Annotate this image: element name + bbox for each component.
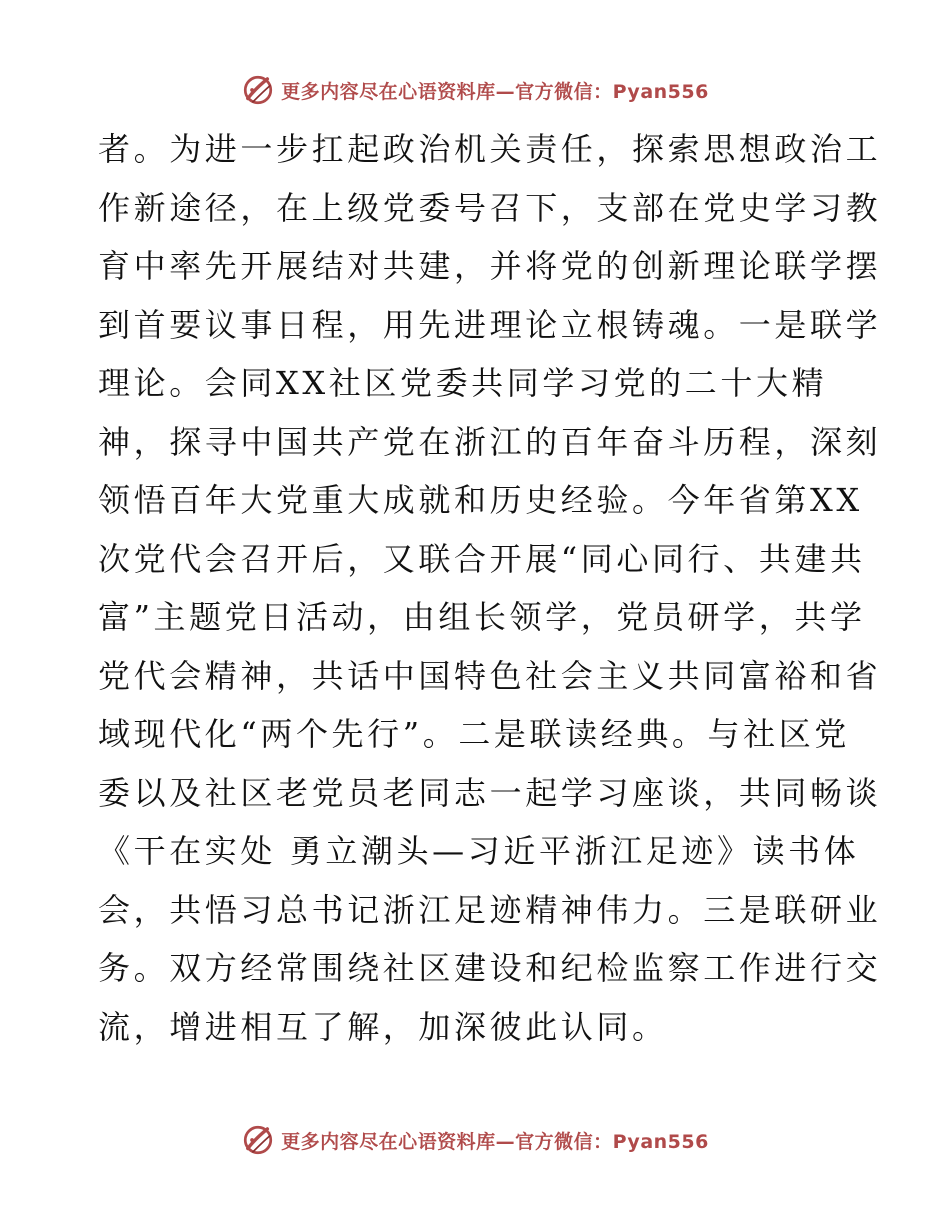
ink-brush-logo-icon bbox=[241, 1123, 275, 1157]
body-text-line: 务。双方经常围绕社区建设和纪检监察工作进行交 bbox=[98, 949, 882, 987]
body-text-line: 育中率先开展结对共建，并将党的创新理论联学摆 bbox=[98, 247, 882, 285]
body-text-line: 会，共悟习总书记浙江足迹精神伟力。三是联研业 bbox=[98, 890, 882, 929]
body-text-line: 流，增进相互了解，加深彼此认同。 bbox=[98, 1007, 668, 1046]
body-text-line: 《干在实处 勇立潮头—习近平浙江足迹》读书体 bbox=[98, 832, 860, 870]
body-text-line: 党代会精神，共话中国特色社会主义共同富裕和省 bbox=[98, 656, 882, 695]
body-text-line: 委以及社区老党员老同志一起学习座谈，共同畅谈 bbox=[98, 773, 882, 812]
body-text-line: 者。为进一步扛起政治机关责任，探索思想政治工 bbox=[98, 130, 882, 168]
document-body bbox=[98, 120, 882, 1056]
header-watermark bbox=[0, 72, 950, 108]
footer-watermark bbox=[0, 1122, 950, 1158]
body-text-line: 领悟百年大党重大成就和历史经验。今年省第XX bbox=[98, 481, 863, 519]
body-text-line: 到首要议事日程，用先进理论立根铸魂。一是联学 bbox=[98, 305, 882, 344]
body-text-line: 理论。会同XX社区党委共同学习党的二十大精 bbox=[98, 364, 828, 402]
ink-brush-logo-icon bbox=[241, 73, 275, 107]
watermark-text: 更多内容尽在心语资料库—官方微信：Pyan556 bbox=[281, 80, 709, 103]
body-text-line: 神，探寻中国共产党在浙江的百年奋斗历程，深刻 bbox=[98, 422, 882, 461]
body-text-line: 作新途径，在上级党委号召下，支部在党史学习教 bbox=[98, 188, 882, 227]
body-text-line: 次党代会召开后，又联合开展“同心同行、共建共 bbox=[98, 539, 866, 578]
body-text-line: 域现代化“两个先行”。二是联读经典。与社区党 bbox=[98, 715, 850, 753]
watermark-text: 更多内容尽在心语资料库—官方微信：Pyan556 bbox=[281, 1130, 709, 1153]
body-text-line: 富”主题党日活动，由组长领学，党员研学，共学 bbox=[98, 598, 866, 636]
